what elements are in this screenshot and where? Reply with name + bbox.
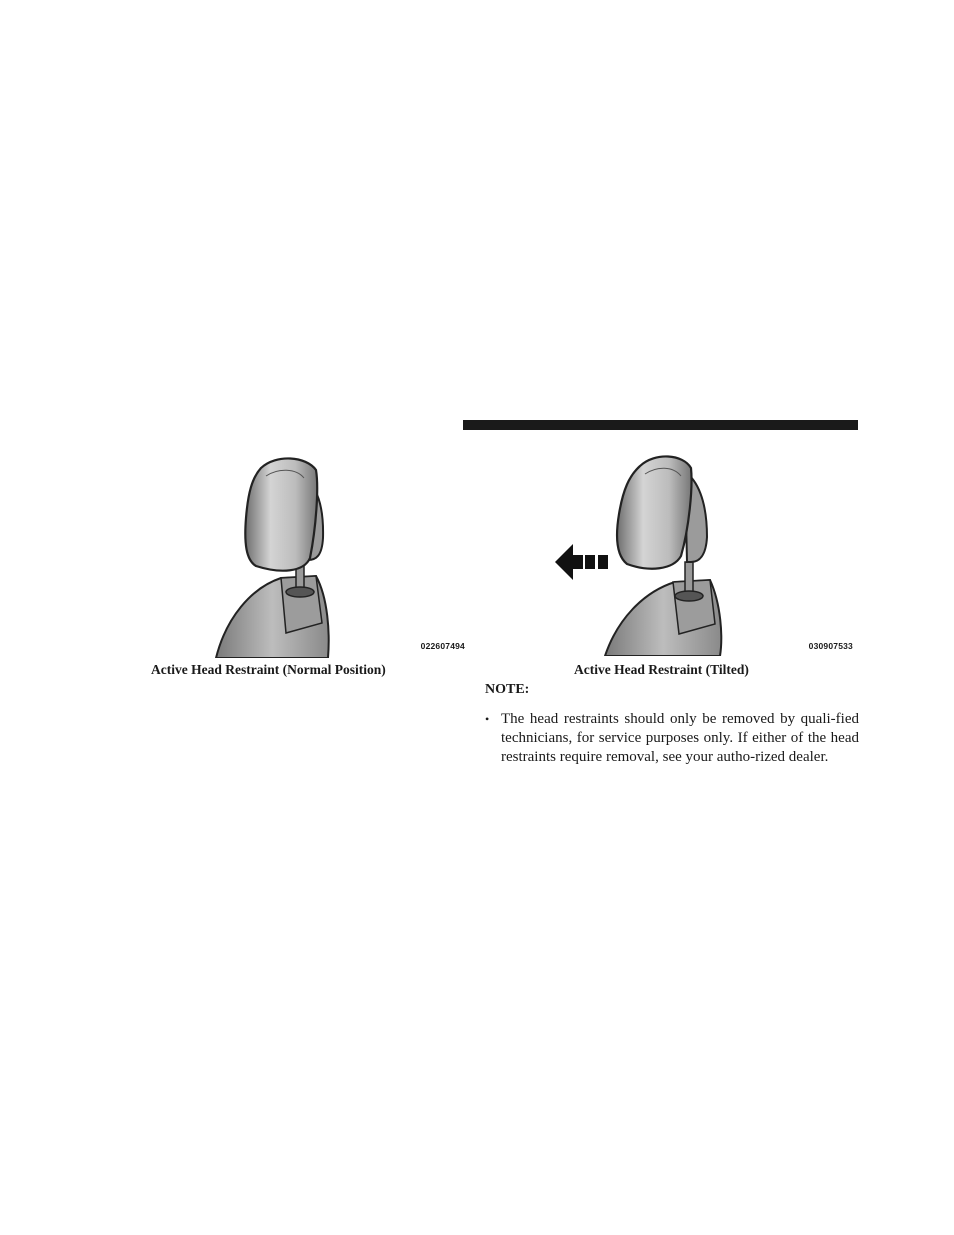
figure-code: 022607494 — [420, 641, 465, 651]
figure-caption-normal: Active Head Restraint (Normal Position) — [151, 662, 386, 677]
head-restraint-normal-illustration — [186, 448, 468, 658]
list-item — [485, 710, 859, 766]
figure-caption-tilted: Active Head Restraint (Tilted) — [574, 662, 749, 677]
head-restraint-tilted-figure — [545, 452, 857, 656]
head-restraint-tilted-illustration — [545, 452, 857, 656]
arrow-left-dashed-icon — [555, 544, 608, 580]
head-restraint-normal-figure — [186, 448, 468, 658]
note-bullet-list — [485, 710, 859, 766]
bullet-icon: • — [485, 712, 490, 726]
section-header-bar — [463, 420, 858, 430]
note-text: The head restraints should only be removed by quali-fied technicians, for service purposes only. If either of the head restraints require removal, see your autho-rized dealer. — [501, 711, 859, 765]
note-label: NOTE: — [485, 682, 530, 697]
figure-code: 030907533 — [808, 641, 853, 651]
